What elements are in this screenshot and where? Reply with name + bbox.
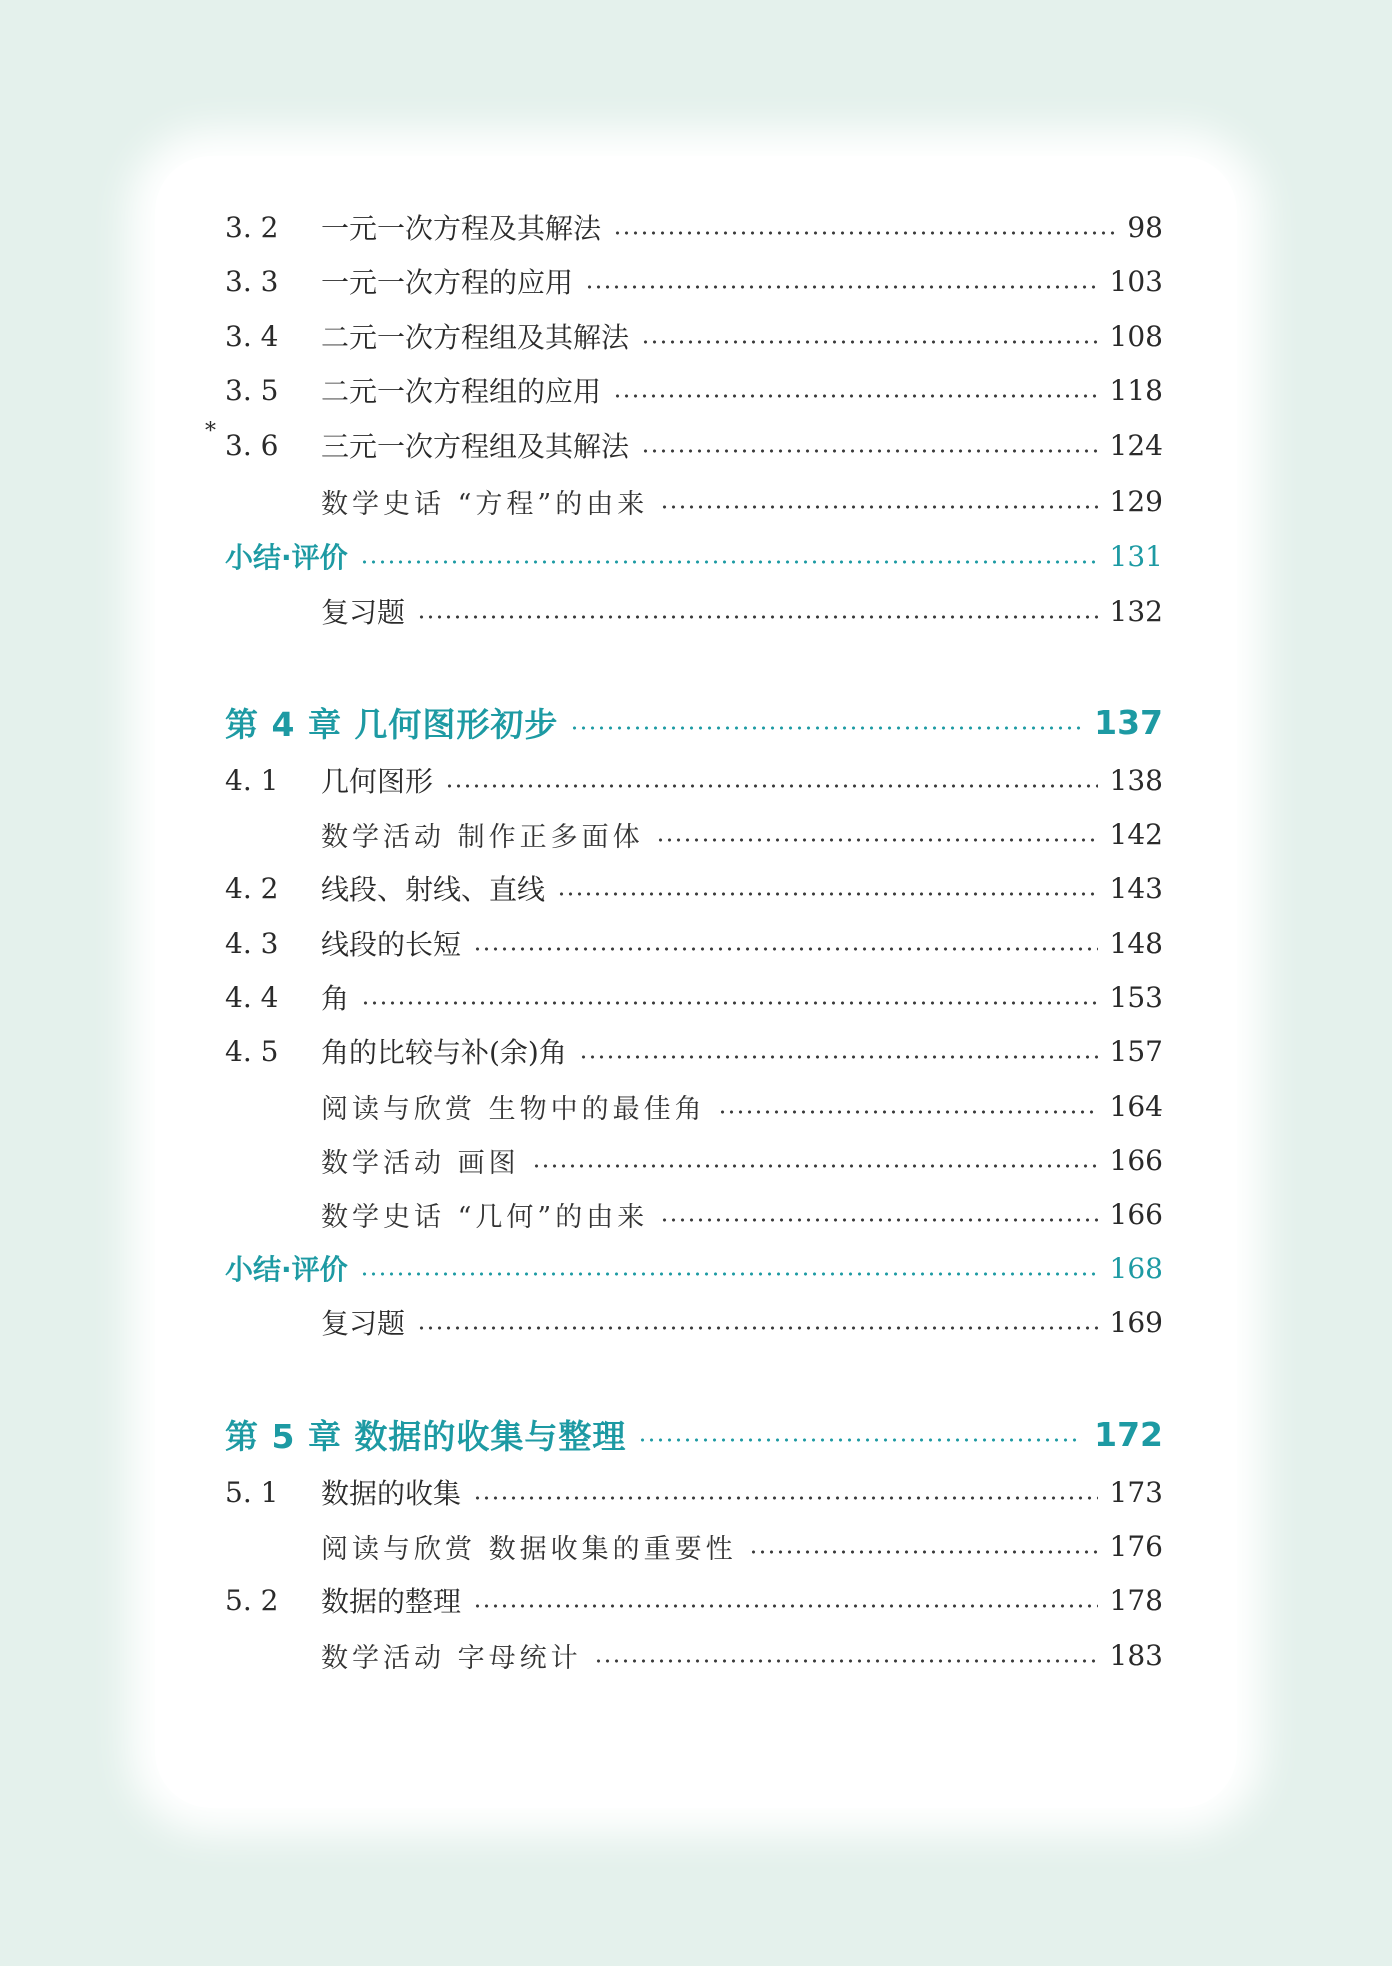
leader-dots	[570, 726, 1082, 730]
section-number: 3. 4	[225, 319, 279, 353]
section-number: 4. 4	[225, 980, 279, 1014]
section-number	[205, 418, 321, 462]
page-number: 168	[1109, 1251, 1163, 1285]
section-title: 角的比较与补(余)角	[321, 1036, 567, 1069]
leader-dots	[613, 394, 1098, 398]
toc-entry-math-history-fangcheng[interactable]	[225, 479, 1163, 523]
section-title: 数学活动 制作正多面体	[321, 821, 644, 853]
toc-entry-3-5[interactable]	[225, 368, 1163, 412]
section-title: 线段的长短	[321, 928, 462, 961]
page-number: 176	[1109, 1529, 1163, 1563]
leader-dots	[641, 449, 1098, 453]
toc-entry-reading-data-importance[interactable]	[225, 1524, 1163, 1568]
toc-entry-review-ch4[interactable]	[225, 1300, 1163, 1344]
leader-dots	[660, 505, 1097, 509]
toc-entry-activity-letter-stats[interactable]	[225, 1633, 1163, 1677]
section-title: 数学活动 字母统计	[321, 1642, 582, 1674]
leader-dots	[656, 838, 1098, 842]
leader-dots	[360, 560, 1098, 564]
page-number: 124	[1109, 428, 1163, 462]
leader-dots	[532, 1164, 1098, 1168]
toc-entry-activity-polyhedra[interactable]	[225, 812, 1163, 856]
leader-dots	[473, 1496, 1098, 1500]
leader-dots	[473, 1604, 1098, 1608]
leader-dots	[579, 1055, 1098, 1059]
leader-dots	[473, 947, 1098, 951]
page-number: 137	[1094, 702, 1163, 742]
leader-dots	[361, 1001, 1098, 1005]
toc-entry-4-1[interactable]	[225, 758, 1163, 802]
section-title: 复习题	[321, 596, 406, 629]
chapter-title: 第 5 章 数据的收集与整理	[225, 1416, 627, 1456]
page-number: 169	[1109, 1305, 1163, 1339]
leader-dots	[417, 1326, 1098, 1330]
section-title: 一元一次方程的应用	[321, 266, 574, 299]
section-title: 二元一次方程组及其解法	[321, 321, 630, 354]
section-number: 4. 2	[225, 871, 279, 905]
optional-marker: *	[205, 418, 216, 444]
page-number: 103	[1109, 264, 1163, 298]
page-number: 157	[1109, 1034, 1163, 1068]
leader-dots	[445, 784, 1098, 788]
section-title: 数学史话 “方程”的由来	[321, 488, 649, 520]
page-number: 166	[1109, 1143, 1163, 1177]
section-number-text: 3. 6	[225, 428, 279, 462]
toc-chapter-5[interactable]	[225, 1409, 1163, 1459]
toc-entry-5-1[interactable]	[225, 1470, 1163, 1514]
section-title: 线段、射线、直线	[321, 873, 546, 906]
toc-entry-math-history-jihe[interactable]	[225, 1192, 1163, 1236]
page-number: 108	[1109, 319, 1163, 353]
section-title: 数学活动 画图	[321, 1147, 520, 1179]
toc-entry-summary-ch3[interactable]	[225, 534, 1163, 578]
page-number: 132	[1109, 594, 1163, 628]
section-title: 数学史话 “几何”的由来	[321, 1201, 649, 1233]
page-number: 164	[1109, 1089, 1163, 1123]
page-number: 173	[1109, 1475, 1163, 1509]
page-number: 143	[1109, 871, 1163, 905]
leader-dots	[613, 231, 1115, 235]
section-title: 角	[321, 982, 350, 1015]
section-number: 3. 2	[225, 210, 279, 244]
toc-entry-3-2[interactable]	[225, 205, 1163, 249]
page-number: 172	[1094, 1414, 1163, 1454]
page-number: 166	[1109, 1197, 1163, 1231]
toc-chapter-4[interactable]	[225, 697, 1163, 747]
toc-entry-4-5[interactable]	[225, 1029, 1163, 1073]
page-number: 129	[1109, 484, 1163, 518]
toc-entry-review-ch3[interactable]	[225, 589, 1163, 633]
section-title: 小结·评价	[225, 1253, 348, 1286]
page-number: 183	[1109, 1638, 1163, 1672]
leader-dots	[594, 1659, 1098, 1663]
leader-dots	[660, 1218, 1097, 1222]
section-title: 一元一次方程及其解法	[321, 212, 602, 245]
page-number: 98	[1127, 210, 1163, 244]
leader-dots	[585, 285, 1098, 289]
toc-entry-3-6[interactable]	[205, 418, 1163, 467]
leader-dots	[557, 892, 1098, 896]
toc-entry-5-2[interactable]	[225, 1578, 1163, 1622]
section-number: 4. 1	[225, 763, 279, 797]
page-number: 153	[1109, 980, 1163, 1014]
page-number: 118	[1109, 373, 1163, 407]
section-title: 复习题	[321, 1307, 406, 1340]
page-number: 142	[1109, 817, 1163, 851]
toc-entry-4-2[interactable]	[225, 866, 1163, 910]
page-number: 138	[1109, 763, 1163, 797]
section-number: 4. 5	[225, 1034, 279, 1068]
leader-dots	[641, 340, 1098, 344]
page-number: 131	[1109, 539, 1163, 573]
toc-entry-3-4[interactable]	[225, 314, 1163, 358]
leader-dots	[417, 615, 1098, 619]
section-title: 数据的整理	[321, 1585, 462, 1618]
section-number: 3. 3	[225, 264, 279, 298]
leader-dots	[749, 1550, 1098, 1554]
toc-entry-4-4[interactable]	[225, 975, 1163, 1019]
section-title: 小结·评价	[225, 541, 348, 574]
toc-entry-activity-drawing[interactable]	[225, 1138, 1163, 1182]
section-title: 阅读与欣赏 数据收集的重要性	[321, 1533, 737, 1565]
toc-entry-summary-ch4[interactable]	[225, 1246, 1163, 1290]
leader-dots	[360, 1272, 1098, 1276]
section-number: 5. 2	[225, 1583, 279, 1617]
section-title: 三元一次方程组及其解法	[321, 430, 630, 463]
section-title: 数据的收集	[321, 1477, 462, 1510]
section-number: 3. 5	[225, 373, 279, 407]
section-title: 二元一次方程组的应用	[321, 375, 602, 408]
leader-dots	[718, 1110, 1098, 1114]
toc-entry-reading-best-angle[interactable]	[225, 1084, 1163, 1128]
leader-dots	[638, 1438, 1082, 1442]
page-number: 178	[1109, 1583, 1163, 1617]
section-number: 4. 3	[225, 926, 279, 960]
toc-entry-3-3[interactable]	[225, 259, 1163, 303]
chapter-title: 第 4 章 几何图形初步	[225, 704, 559, 744]
section-title: 几何图形	[321, 765, 434, 798]
toc-entry-4-3[interactable]	[225, 921, 1163, 965]
section-title: 阅读与欣赏 生物中的最佳角	[321, 1093, 706, 1125]
page-number: 148	[1109, 926, 1163, 960]
section-number: 5. 1	[225, 1475, 279, 1509]
